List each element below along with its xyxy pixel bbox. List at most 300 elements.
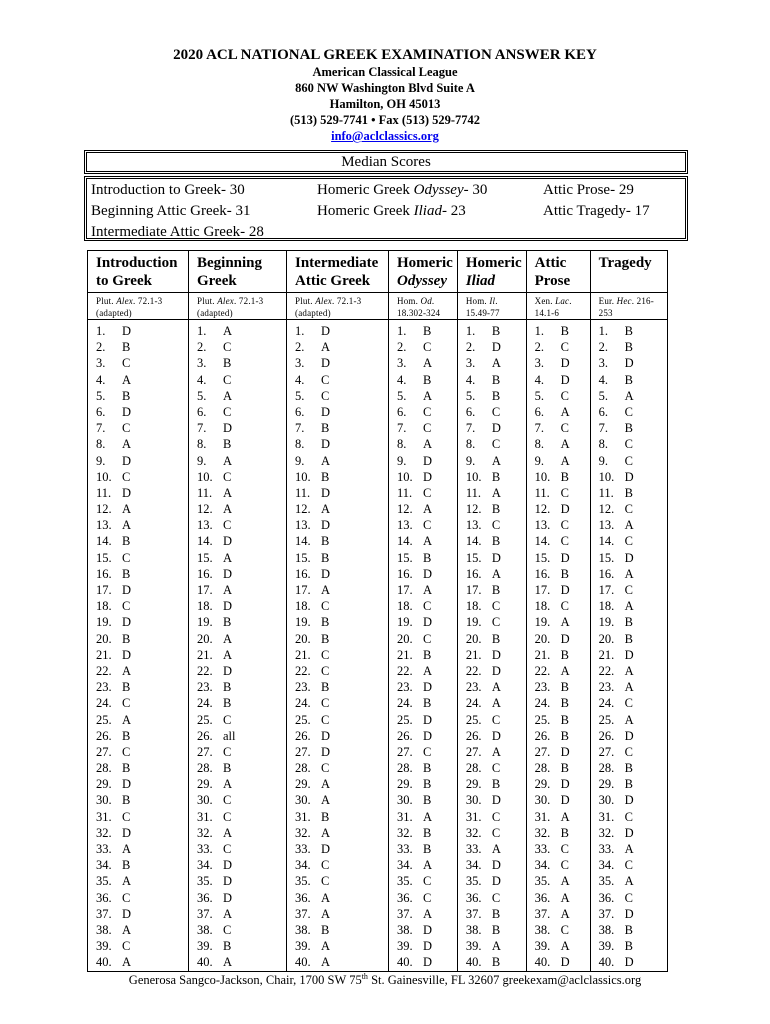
column-header (88, 251, 189, 293)
answer-letter: C (122, 939, 131, 954)
answer-item (458, 825, 526, 841)
answer-letter: A (624, 842, 634, 856)
column-header-line-1: Tragedy (598, 255, 652, 271)
question-number: 24. (197, 696, 213, 711)
answer-letter: D (560, 793, 570, 808)
answer-item (189, 372, 286, 388)
answer-item (88, 420, 188, 436)
page-title: 2020 ACL NATIONAL GREEK EXAMINATION ANSWER KEY (173, 47, 597, 63)
answer-letter: D (122, 615, 132, 630)
answer-letter: C (560, 340, 569, 355)
answer-item (287, 728, 388, 744)
answer-item (527, 566, 590, 582)
question-number: 7. (295, 421, 305, 436)
question-number: 31. (465, 809, 482, 824)
question-number: 27. (397, 744, 413, 759)
answer-item (189, 388, 286, 404)
answer-item (389, 873, 457, 889)
answer-letter: B (321, 615, 330, 630)
question-number: 34. (465, 858, 482, 873)
answer-item (287, 679, 388, 695)
answer-letter: D (321, 437, 331, 452)
answer-item (389, 550, 457, 566)
answer-item (527, 404, 590, 420)
answer-item (527, 663, 590, 679)
question-number: 24. (598, 696, 615, 711)
answer-letter: C (560, 518, 569, 533)
answer-item (189, 566, 286, 582)
answer-letter: A (491, 939, 501, 954)
source-src-pre: Xen. (534, 296, 556, 306)
question-number: 19. (397, 615, 413, 630)
answer-letter: D (122, 453, 132, 468)
question-number: 14. (397, 534, 413, 549)
median-scores-title: Median Scores (341, 154, 431, 170)
answer-letter: A (560, 809, 570, 824)
answer-item (287, 501, 388, 517)
question-number: 33. (465, 842, 482, 856)
answer-item (389, 372, 457, 388)
answer-item (88, 614, 188, 630)
answer-letter: B (223, 696, 232, 711)
question-number: 26. (465, 728, 482, 743)
median-prose: Attic Prose- 29 (543, 182, 634, 198)
answer-item (591, 614, 667, 630)
answer-letter: D (223, 566, 233, 581)
question-number: 35. (465, 874, 482, 889)
answer-letter: B (560, 469, 569, 484)
question-number: 24. (397, 696, 413, 711)
answer-letter: A (223, 502, 233, 517)
answer-letter: C (223, 404, 232, 419)
column-header-line-2: Iliad (465, 273, 495, 289)
answer-item (189, 517, 286, 533)
answer-letter: B (560, 647, 569, 662)
answer-letter: C (423, 631, 432, 646)
question-number: 33. (197, 842, 213, 856)
answer-item (287, 598, 388, 614)
answer-item (88, 517, 188, 533)
answer-item (458, 873, 526, 889)
question-number: 35. (96, 874, 112, 889)
question-number: 40. (598, 955, 615, 970)
question-number: 37. (465, 906, 482, 921)
answer-list (88, 320, 189, 972)
question-number: 7. (96, 421, 106, 436)
question-number: 22. (397, 663, 413, 678)
answer-letter: A (122, 518, 132, 533)
answer-letter: C (491, 761, 501, 776)
answer-letter: B (560, 728, 569, 743)
question-number: 38. (465, 922, 482, 937)
answer-item (287, 760, 388, 776)
answer-letter: A (560, 404, 570, 419)
answer-letter: C (423, 874, 432, 889)
answer-item (287, 469, 388, 485)
phone-fax: (513) 529-7741 • Fax (513) 529-7742 (289, 113, 481, 127)
question-number: 22. (295, 663, 311, 678)
question-number: 40. (465, 955, 482, 970)
answer-letter: B (491, 955, 501, 970)
question-number: 36. (534, 890, 551, 905)
answer-item (287, 323, 388, 339)
email-link[interactable]: info@aclclassics.org (331, 129, 439, 143)
question-number: 9. (397, 453, 407, 468)
answer-item (389, 809, 457, 825)
answer-letter: D (423, 680, 433, 695)
answer-letter: C (223, 744, 232, 759)
question-number: 11. (197, 485, 213, 500)
answer-letter: C (321, 761, 330, 776)
answer-letter: C (560, 485, 569, 500)
answer-item (458, 695, 526, 711)
answer-letter: D (423, 615, 433, 630)
source-citation (88, 293, 189, 320)
answer-item (287, 922, 388, 938)
answer-letter: D (122, 647, 132, 662)
answer-item (591, 533, 667, 549)
answer-letter: C (321, 858, 330, 873)
answer-item (591, 436, 667, 452)
answer-item (287, 485, 388, 501)
answer-letter: D (491, 340, 501, 355)
question-number: 11. (295, 485, 311, 500)
question-number: 9. (465, 453, 476, 468)
answer-letter: A (491, 356, 501, 371)
question-number: 38. (96, 922, 112, 937)
answer-letter: A (321, 340, 331, 355)
answer-item (287, 372, 388, 388)
question-number: 6. (397, 404, 407, 419)
answer-letter: D (122, 583, 132, 597)
question-number: 35. (534, 874, 551, 889)
question-number: 11. (397, 485, 413, 500)
question-number: 33. (598, 842, 615, 856)
answer-item (287, 404, 388, 420)
address-line-2: Hamilton, OH 45013 (329, 97, 441, 111)
answer-item (88, 453, 188, 469)
answer-item (389, 712, 457, 728)
answer-letter: A (321, 939, 331, 954)
source-src-pre: Hom. (397, 296, 421, 306)
answer-item (527, 954, 590, 970)
column-header-line-2: Prose (534, 273, 571, 289)
answer-item (458, 712, 526, 728)
answer-item (287, 339, 388, 355)
answer-letter: D (223, 663, 233, 678)
answer-letter: B (624, 939, 633, 954)
question-number: 5. (96, 388, 106, 403)
answer-letter: D (560, 372, 570, 387)
answer-item (527, 614, 590, 630)
answer-letter: A (321, 453, 331, 468)
answer-item (287, 744, 388, 760)
answer-letter: C (223, 469, 232, 484)
answer-item (287, 436, 388, 452)
question-number: 7. (598, 421, 608, 436)
answer-item (458, 890, 526, 906)
answer-item (189, 420, 286, 436)
question-number: 39. (197, 939, 213, 954)
source-row (88, 293, 668, 320)
median-iliad (317, 203, 466, 220)
question-number: 12. (96, 502, 112, 517)
question-number: 1. (397, 324, 407, 338)
question-number: 37. (534, 906, 551, 921)
question-number: 5. (534, 388, 544, 403)
median-iliad-italic: Iliad (413, 203, 442, 219)
question-number: 8. (598, 437, 608, 452)
answer-letter: C (624, 502, 633, 517)
answer-item (287, 857, 388, 873)
answer-letter: A (223, 906, 233, 921)
answer-item (591, 372, 667, 388)
question-number: 30. (534, 793, 551, 808)
answer-item (527, 695, 590, 711)
answer-item (591, 420, 667, 436)
question-number: 14. (295, 534, 311, 549)
answer-letter: A (560, 615, 570, 630)
question-number: 36. (96, 890, 112, 905)
answer-item (287, 776, 388, 792)
question-number: 20. (96, 631, 112, 646)
answer-letter: B (321, 421, 330, 436)
answer-letter: D (122, 777, 132, 792)
answer-item (287, 695, 388, 711)
answer-item (287, 906, 388, 922)
answer-item (389, 792, 457, 808)
question-number: 5. (295, 388, 305, 403)
answer-letter: A (423, 858, 433, 873)
answer-letter: A (491, 680, 501, 695)
answer-letter: B (560, 761, 569, 776)
answer-letter: A (321, 502, 331, 517)
question-number: 37. (397, 906, 413, 921)
question-number: 22. (534, 663, 551, 678)
answer-letter: A (122, 437, 132, 452)
question-number: 22. (598, 663, 615, 678)
answer-item (458, 453, 526, 469)
answer-item (458, 922, 526, 938)
answer-item (591, 323, 667, 339)
answer-item (591, 485, 667, 501)
answer-item (88, 890, 188, 906)
answer-letter: B (560, 696, 569, 711)
question-number: 27. (295, 744, 311, 759)
answer-item (189, 550, 286, 566)
answer-letter: B (423, 842, 432, 856)
question-number: 23. (465, 680, 482, 695)
answer-letter: C (423, 340, 432, 355)
answer-item (591, 792, 667, 808)
answer-letter: D (624, 955, 634, 970)
answer-letter: B (321, 809, 330, 824)
answer-item (527, 728, 590, 744)
answer-item (88, 873, 188, 889)
question-number: 38. (397, 922, 413, 937)
answer-letter: C (423, 518, 432, 533)
answer-letter: C (491, 518, 501, 533)
answer-letter: C (560, 842, 569, 856)
answer-item (287, 841, 388, 857)
source-src-it: Od (420, 296, 432, 306)
answer-letter: D (223, 534, 233, 549)
question-number: 36. (197, 890, 213, 905)
answer-letter: A (423, 437, 433, 452)
question-number: 2. (96, 340, 106, 355)
answer-letter: B (624, 615, 633, 630)
answer-letter: A (223, 647, 233, 662)
answer-item (389, 906, 457, 922)
answer-letter: A (122, 372, 132, 387)
answer-letter: D (560, 631, 570, 646)
answer-item (88, 582, 188, 598)
answer-letter: D (321, 842, 331, 856)
question-number: 1. (295, 324, 305, 338)
answer-letter: A (223, 324, 233, 338)
answer-letter: D (223, 599, 233, 614)
answer-item (88, 857, 188, 873)
answer-item (389, 582, 457, 598)
answer-item (389, 825, 457, 841)
question-number: 37. (197, 906, 213, 921)
question-number: 11. (534, 485, 550, 500)
column-header-line-1: Beginning (197, 255, 263, 271)
answer-item (88, 728, 188, 744)
answer-item (189, 501, 286, 517)
answer-letter: A (223, 453, 233, 468)
answer-item (88, 954, 188, 970)
question-number: 17. (598, 583, 615, 597)
answer-item (527, 776, 590, 792)
question-number: 24. (534, 696, 551, 711)
question-number: 28. (397, 761, 413, 776)
question-number: 26. (534, 728, 551, 743)
answer-letter: A (122, 712, 132, 727)
answer-item (458, 404, 526, 420)
answer-item (591, 339, 667, 355)
answer-item (189, 776, 286, 792)
source-citation (526, 293, 590, 320)
question-number: 37. (295, 906, 311, 921)
answer-item (189, 857, 286, 873)
answer-letter: D (491, 874, 501, 889)
column-header-line-1: Introduction (96, 255, 178, 271)
answer-item (88, 388, 188, 404)
question-number: 15. (598, 550, 615, 565)
answer-item (287, 873, 388, 889)
source-line-2: (adapted) (197, 308, 233, 318)
answer-letter: C (624, 858, 633, 873)
answer-letter: B (491, 372, 501, 387)
answer-item (189, 760, 286, 776)
answer-letter: C (491, 890, 501, 905)
answer-letter: B (122, 388, 131, 403)
source-src-it: Lac (555, 296, 570, 306)
question-number: 37. (96, 906, 112, 921)
answer-letter: B (122, 566, 131, 581)
question-number: 5. (397, 388, 407, 403)
answer-letter: C (321, 647, 330, 662)
question-number: 1. (598, 324, 608, 338)
question-number: 7. (465, 421, 476, 436)
question-number: 19. (197, 615, 213, 630)
answer-item (287, 631, 388, 647)
source-src-it: Hec (616, 296, 632, 306)
answer-letter: C (624, 534, 633, 549)
question-number: 5. (197, 388, 207, 403)
answer-letter: B (624, 340, 633, 355)
question-number: 35. (197, 874, 213, 889)
answer-item (527, 760, 590, 776)
answer-item (527, 841, 590, 857)
answer-letter: A (491, 842, 501, 856)
question-number: 23. (598, 680, 615, 695)
answer-item (88, 663, 188, 679)
answer-item (591, 857, 667, 873)
answer-item (527, 355, 590, 371)
answer-letter: B (491, 631, 501, 646)
answer-letter: C (122, 550, 131, 565)
answer-letter: B (491, 324, 501, 338)
answer-letter: A (122, 922, 132, 937)
answer-letter: C (560, 922, 569, 937)
question-number: 26. (598, 728, 615, 743)
answer-letter: A (321, 583, 331, 597)
answer-letter: A (624, 599, 634, 614)
answer-letter: D (560, 502, 570, 517)
question-number: 6. (534, 404, 544, 419)
answer-item (527, 744, 590, 760)
answer-letter: C (560, 858, 569, 873)
answer-item (458, 550, 526, 566)
question-number: 20. (197, 631, 213, 646)
answer-letter: B (491, 502, 501, 517)
answer-item (458, 388, 526, 404)
organization-name: American Classical League (312, 65, 458, 79)
answer-letter: C (624, 744, 633, 759)
column-header (457, 251, 526, 293)
answer-item (591, 825, 667, 841)
question-number: 30. (295, 793, 311, 808)
question-number: 1. (197, 324, 207, 338)
answer-item (527, 906, 590, 922)
answer-item (527, 890, 590, 906)
answer-item (287, 792, 388, 808)
answer-letter: A (223, 955, 233, 970)
answer-letter: C (491, 712, 501, 727)
question-number: 7. (397, 421, 407, 436)
answer-item (458, 954, 526, 970)
answer-letter: A (122, 663, 132, 678)
answer-item (88, 792, 188, 808)
question-number: 9. (295, 453, 305, 468)
answer-letter: B (223, 356, 232, 371)
question-number: 12. (534, 502, 551, 517)
answer-item (458, 728, 526, 744)
question-number: 18. (397, 599, 413, 614)
answer-letter: A (624, 518, 634, 533)
question-number: 14. (96, 534, 112, 549)
answer-item (287, 712, 388, 728)
question-number: 27. (598, 744, 615, 759)
answer-letter: A (624, 874, 634, 889)
answer-item (189, 825, 286, 841)
column-header-line-2: Odyssey (397, 273, 447, 289)
answer-letter: A (491, 485, 501, 500)
answer-letter: D (423, 453, 433, 468)
answer-item (88, 922, 188, 938)
